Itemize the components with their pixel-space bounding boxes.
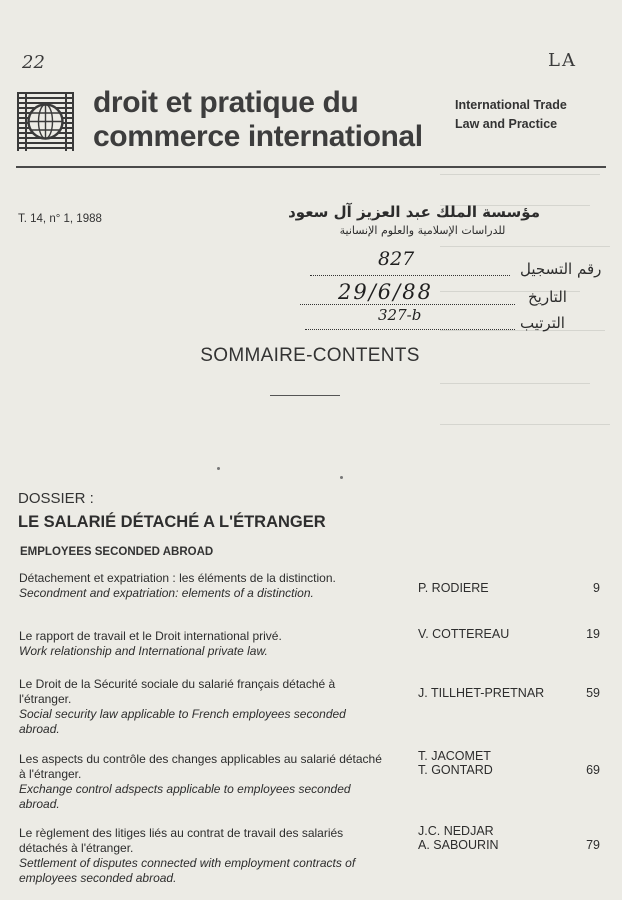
entry-title-fr: Le Droit de la Sécurité sociale du salarié français détaché à l'étranger. [19,677,336,706]
stamp-org-line2: للدراسات الإسلامية والعلوم الإنسانية [339,224,506,237]
entry-title-en: Social security law applicable to French employees seconded abroad. [19,707,346,736]
entry-page: 9 [593,581,600,595]
toc-entry [19,826,384,886]
entry-author: T. GONTARD [418,763,493,777]
entry-author: T. JACOMET [418,749,491,763]
entry-title-en: Work relationship and International private law. [19,644,268,658]
stamp-reg-label: رقم التسجيل [520,260,602,278]
toc-entry [19,677,384,737]
entry-page: 69 [586,763,600,777]
stamp-line [300,304,515,305]
english-title [455,96,567,134]
show-through-bleed [440,72,620,772]
stamp-org-line1: مؤسسة الملك عبد العزيز آل سعود [288,203,540,221]
english-title-line1: International Trade [455,98,567,112]
entry-title-en: Settlement of disputes connected with employment contracts of employees seconded abroad. [19,856,356,885]
entry-page: 59 [586,686,600,700]
entry-author: A. SABOURIN [418,838,499,852]
entry-author: J.C. NEDJAR [418,824,494,838]
entry-author: J. TILLHET-PRETNAR [418,686,545,700]
issue-number: T. 14, n° 1, 1988 [18,213,102,225]
toc-entry [19,752,384,812]
stamp-date-value: 29/6/88 [338,280,433,304]
stamp-order-label: الترتيب [520,314,565,332]
speck [217,467,220,470]
heading-underline [270,395,340,396]
magazine-title-line1: droit et pratique du [93,86,359,119]
stamp-order-value: 327-b [378,306,422,324]
handwritten-initials: LA [548,50,577,71]
entry-title-fr: Le règlement des litiges liés au contrat de travail des salariés détachés à l'étranger. [19,826,344,855]
dossier-title: LE SALARIÉ DÉTACHÉ A L'ÉTRANGER [18,513,326,531]
entry-title-en: Secondment and expatriation: elements of a distinction. [19,586,314,600]
masthead-rule [16,166,606,168]
entry-page: 79 [586,838,600,852]
stamp-reg-value: 827 [378,248,415,270]
dossier-label: DOSSIER : [18,490,94,507]
stamp-date-label: التاريخ [528,288,567,306]
magazine-title [93,86,423,154]
dossier-subtitle: EMPLOYEES SECONDED ABROAD [20,546,214,558]
entry-title-en: Exchange control adspects applicable to employees seconded abroad. [19,782,351,811]
globe-grid-logo-icon [17,92,74,151]
entry-title-fr: Le rapport de travail et le Droit international privé. [19,629,282,643]
entry-author: P. RODIERE [418,581,489,595]
toc-entry [19,571,384,601]
entry-author: V. COTTEREAU [418,627,510,641]
toc-entry [19,629,384,659]
entry-title-fr: Détachement et expatriation : les éléments de la distinction. [19,571,336,585]
magazine-title-line2: commerce international [93,120,423,153]
speck [340,476,343,479]
english-title-line2: Law and Practice [455,117,558,131]
entry-title-fr: Les aspects du contrôle des changes applicables au salarié détaché à l'étranger. [19,752,382,781]
contents-heading: SOMMAIRE-CONTENTS [200,345,420,366]
entry-page: 19 [586,627,600,641]
stamp-line [310,275,510,276]
stamp-line [305,329,515,330]
handwritten-number: 22 [22,52,45,73]
